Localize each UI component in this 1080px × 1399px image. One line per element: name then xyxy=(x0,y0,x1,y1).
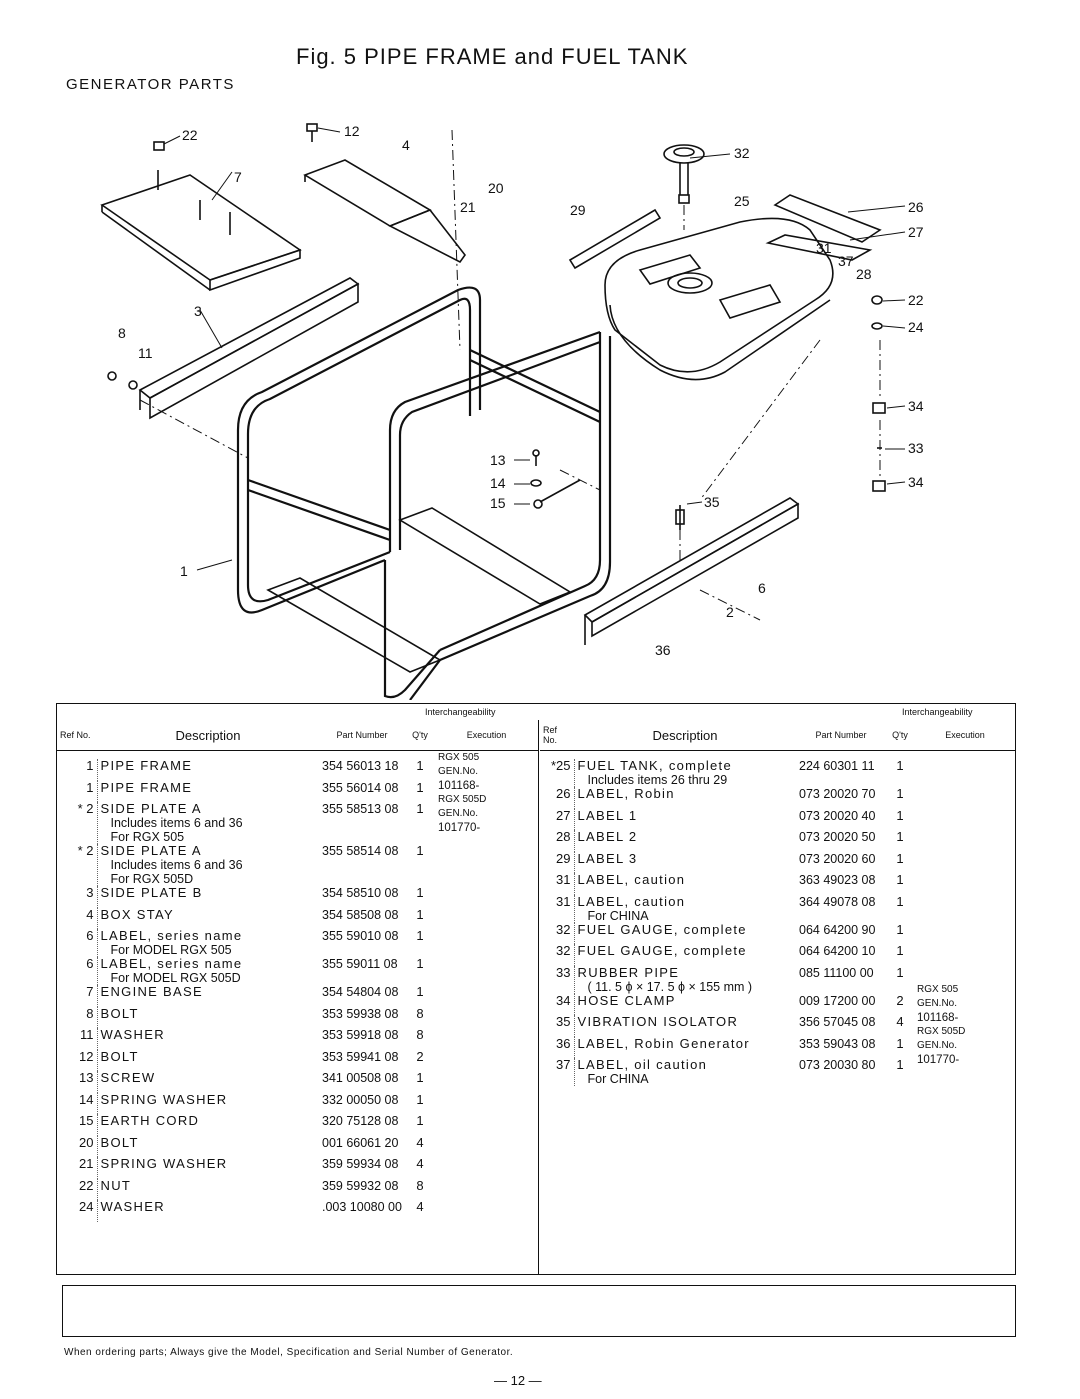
figure-title: Fig. 5 PIPE FRAME and FUEL TANK xyxy=(296,44,689,69)
ref-no: * 2 xyxy=(57,844,97,886)
description-cell xyxy=(97,908,319,930)
part-number: 355 56014 08 xyxy=(322,780,399,795)
callout-1: 1 xyxy=(180,563,188,579)
callout-21: 21 xyxy=(460,199,476,215)
part-name: BOX STAY xyxy=(100,906,174,922)
ref-no: 12 xyxy=(57,1050,97,1072)
ref-no: 3 xyxy=(57,886,97,908)
quantity: 1 xyxy=(416,801,424,816)
quantity: 1 xyxy=(896,1035,904,1051)
execution-right: RGX 505 GEN.No. 101168- RGX 505D GEN.No. 101770- xyxy=(917,984,966,1066)
part-name: EARTH CORD xyxy=(100,1113,200,1128)
part-number: 001 66061 20 xyxy=(322,1135,399,1150)
description-cell xyxy=(97,759,319,781)
description-cell xyxy=(97,844,319,886)
part-number: 356 57045 08 xyxy=(799,1015,876,1029)
description-cell xyxy=(574,830,796,852)
part-number: 073 20020 70 xyxy=(799,787,876,801)
tank-nut-washer-part xyxy=(872,296,882,329)
part-number: 355 59010 08 xyxy=(322,929,399,943)
part-number: 354 56013 18 xyxy=(322,759,399,773)
ref-no: 31 xyxy=(540,895,574,923)
part-name: LABEL, series name xyxy=(100,928,243,943)
ref-no: 31 xyxy=(540,873,574,895)
part-number: 341 00508 08 xyxy=(322,1071,399,1085)
col-execution: Execution xyxy=(914,720,1016,751)
part-number: 355 59011 08 xyxy=(322,957,398,971)
part-model: For RGX 505 xyxy=(110,830,185,844)
part-note: Includes items 26 thru 29 xyxy=(587,773,728,787)
bolt-part xyxy=(307,124,317,142)
part-name: FUEL TANK, complete xyxy=(577,758,733,773)
part-name: LABEL 3 xyxy=(577,850,638,866)
quantity: 1 xyxy=(896,964,904,980)
part-name: LABEL, caution xyxy=(577,893,686,909)
part-number: 085 11100 00 xyxy=(799,965,874,980)
side-plate-b-part xyxy=(140,278,358,418)
page-number: — 12 — xyxy=(494,1373,542,1388)
callout-6: 6 xyxy=(758,580,766,596)
part-number: 064 64200 90 xyxy=(799,922,876,937)
description-cell xyxy=(97,802,319,844)
part-name: FUEL GAUGE, complete xyxy=(577,943,747,958)
part-name: PIPE FRAME xyxy=(100,758,193,773)
part-number: 355 58513 08 xyxy=(322,802,399,816)
description-cell xyxy=(574,809,796,831)
callout-2: 2 xyxy=(726,604,734,620)
ref-no: 34 xyxy=(540,994,574,1016)
callout-8: 8 xyxy=(118,325,126,341)
callout-4: 4 xyxy=(402,137,410,153)
callout-3: 3 xyxy=(194,303,202,319)
description-cell xyxy=(97,985,319,1007)
nut-part xyxy=(154,142,164,150)
callout-15: 15 xyxy=(490,495,506,511)
part-number: 363 49023 08 xyxy=(799,873,876,887)
ordering-note: When ordering parts; Always give the Model, Specification and Serial Number of Generator. xyxy=(64,1347,514,1358)
part-number: 073 20020 40 xyxy=(799,808,876,823)
earth-cord-part xyxy=(531,450,580,508)
quantity: 1 xyxy=(416,956,424,971)
part-number: 353 59941 08 xyxy=(322,1049,399,1064)
part-note: ( 11. 5 ϕ × 17. 5 ϕ × 155 mm ) xyxy=(587,979,753,994)
ref-no: 26 xyxy=(540,787,574,809)
part-number: .003 10080 00 xyxy=(322,1200,402,1214)
description-cell xyxy=(97,1093,319,1115)
ref-no: 32 xyxy=(540,923,574,945)
part-name: SIDE PLATE B xyxy=(100,885,203,900)
quantity: 2 xyxy=(416,1048,424,1064)
description-cell xyxy=(97,1157,319,1179)
ref-no: 15 xyxy=(57,1114,97,1136)
callout-22b: 22 xyxy=(908,292,924,308)
col-description: Description xyxy=(574,720,796,751)
col-ref: Ref No. xyxy=(540,720,574,751)
part-model: For RGX 505D xyxy=(110,872,194,886)
notes-box xyxy=(62,1285,1016,1337)
quantity: 1 xyxy=(896,893,904,909)
description-cell xyxy=(97,886,319,908)
callout-14: 14 xyxy=(490,475,506,491)
part-number: 224 60301 11 xyxy=(799,759,875,773)
part-name: NUT xyxy=(100,1177,132,1193)
part-name: LABEL, caution xyxy=(577,872,686,887)
ref-no: 21 xyxy=(57,1157,97,1179)
quantity: 4 xyxy=(416,1134,424,1150)
callout-11: 11 xyxy=(138,345,153,361)
quantity: 1 xyxy=(896,758,904,773)
col-ref: Ref No. xyxy=(57,720,97,751)
quantity: 8 xyxy=(416,1005,424,1021)
part-number: 332 00050 08 xyxy=(322,1092,399,1107)
callout-36: 36 xyxy=(655,642,671,658)
side-plate-a-part xyxy=(585,498,798,645)
quantity: 1 xyxy=(896,807,904,823)
part-name: SIDE PLATE A xyxy=(100,801,202,816)
part-name: SPRING WASHER xyxy=(100,1156,228,1171)
quantity: 1 xyxy=(416,779,424,795)
callout-13: 13 xyxy=(490,452,506,468)
callout-34b: 34 xyxy=(908,474,924,490)
part-number: 359 59932 08 xyxy=(322,1178,399,1193)
quantity: 1 xyxy=(416,843,424,858)
description-cell xyxy=(574,994,796,1016)
part-name: LABEL, Robin xyxy=(577,786,675,801)
part-note: For CHINA xyxy=(587,1072,649,1086)
ref-no: 33 xyxy=(540,966,574,994)
part-note: Includes items 6 and 36 xyxy=(110,858,243,872)
description-cell xyxy=(97,1028,319,1050)
col-qty: Q'ty xyxy=(886,720,914,751)
vibration-isolator-part xyxy=(676,505,684,530)
description-cell xyxy=(574,944,796,966)
ref-no: 35 xyxy=(540,1015,574,1037)
description-cell xyxy=(97,929,319,957)
quantity: 1 xyxy=(896,943,904,958)
bolt-washer-part xyxy=(108,372,137,389)
description-cell xyxy=(574,852,796,874)
section-title: GENERATOR PARTS xyxy=(66,76,235,93)
callout-27: 27 xyxy=(908,224,924,240)
ref-no: 1 xyxy=(57,759,97,781)
box-stay-part xyxy=(305,160,465,262)
col-part-number: Part Number xyxy=(319,720,405,751)
callout-35: 35 xyxy=(704,494,720,510)
callout-33: 33 xyxy=(908,440,924,456)
callout-32: 32 xyxy=(734,145,750,161)
description-cell xyxy=(97,781,319,803)
quantity: 1 xyxy=(416,1091,424,1107)
callout-28: 28 xyxy=(856,266,872,282)
parts-table-right xyxy=(540,720,1016,1086)
description-cell xyxy=(574,759,796,787)
quantity: 1 xyxy=(416,984,424,999)
description-cell xyxy=(574,1058,796,1086)
ref-no: 6 xyxy=(57,957,97,985)
description-cell xyxy=(97,1200,319,1222)
ref-no: 8 xyxy=(57,1007,97,1029)
description-cell xyxy=(574,1037,796,1059)
column-divider xyxy=(538,720,539,1275)
quantity: 1 xyxy=(896,1057,904,1072)
part-number: 009 17200 00 xyxy=(799,993,876,1008)
part-name: BOLT xyxy=(100,1005,139,1021)
part-name: LABEL, series name xyxy=(100,956,243,971)
quantity: 8 xyxy=(416,1177,424,1193)
quantity: 1 xyxy=(896,921,904,937)
callout-7: 7 xyxy=(234,169,242,185)
callout-31: 31 xyxy=(816,240,832,256)
interchangeability-label-left: Interchangeability xyxy=(425,707,496,717)
ref-no: 24 xyxy=(57,1200,97,1222)
quantity: 2 xyxy=(896,992,904,1008)
part-name: WASHER xyxy=(100,1199,165,1214)
description-cell xyxy=(97,1050,319,1072)
part-name: PIPE FRAME xyxy=(100,779,193,795)
col-qty: Q'ty xyxy=(405,720,435,751)
part-name: LABEL 2 xyxy=(577,829,638,844)
description-cell xyxy=(574,873,796,895)
part-number: 355 58514 08 xyxy=(322,844,399,858)
quantity: 4 xyxy=(416,1199,424,1214)
quantity: 1 xyxy=(896,829,904,844)
part-number: 354 54804 08 xyxy=(322,985,399,999)
ref-no: 29 xyxy=(540,852,574,874)
part-name: VIBRATION ISOLATOR xyxy=(577,1014,739,1029)
part-number: 353 59918 08 xyxy=(322,1028,399,1042)
part-number: 359 59934 08 xyxy=(322,1157,399,1171)
description-cell xyxy=(574,966,796,994)
description-cell xyxy=(97,1071,319,1093)
description-cell xyxy=(97,1007,319,1029)
ref-no: 36 xyxy=(540,1037,574,1059)
part-note: For MODEL RGX 505D xyxy=(110,971,241,985)
part-name: BOLT xyxy=(100,1134,139,1150)
part-note: For CHINA xyxy=(587,908,649,923)
ref-no: 27 xyxy=(540,809,574,831)
table-header-row xyxy=(57,720,538,751)
part-number: 364 49078 08 xyxy=(799,894,876,909)
interchangeability-label-right: Interchangeability xyxy=(902,707,973,717)
part-number: 354 58508 08 xyxy=(322,907,399,922)
part-note: For MODEL RGX 505 xyxy=(110,943,232,957)
part-number: 073 20020 60 xyxy=(799,851,876,866)
callout-22: 22 xyxy=(182,127,198,143)
quantity: 4 xyxy=(416,1156,424,1171)
part-note: Includes items 6 and 36 xyxy=(110,816,243,830)
hose-clamp-part xyxy=(873,403,885,491)
ref-no: 22 xyxy=(57,1179,97,1201)
callout-34: 34 xyxy=(908,398,924,414)
callout-29: 29 xyxy=(570,202,586,218)
quantity: 1 xyxy=(416,1070,424,1085)
exploded-parts-diagram xyxy=(0,100,1080,700)
callout-24: 24 xyxy=(908,319,924,335)
quantity: 1 xyxy=(416,885,424,900)
part-name: LABEL 1 xyxy=(577,807,638,823)
ref-no: * 2 xyxy=(57,802,97,844)
part-number: 354 58510 08 xyxy=(322,886,399,900)
callout-20: 20 xyxy=(488,180,504,196)
part-number: 073 20020 50 xyxy=(799,830,876,844)
quantity: 4 xyxy=(896,1014,904,1029)
quantity: 1 xyxy=(416,758,424,773)
description-cell xyxy=(97,1179,319,1201)
description-cell xyxy=(574,787,796,809)
parts-table-left xyxy=(57,720,538,1222)
part-name: ENGINE BASE xyxy=(100,984,203,999)
part-name: FUEL GAUGE, complete xyxy=(577,921,747,937)
callout-12: 12 xyxy=(344,123,360,139)
ref-no: 20 xyxy=(57,1136,97,1158)
ref-no: 28 xyxy=(540,830,574,852)
part-number: 353 59043 08 xyxy=(799,1036,876,1051)
ref-no: 1 xyxy=(57,781,97,803)
description-cell xyxy=(97,1136,319,1158)
quantity: 8 xyxy=(416,1027,424,1042)
ref-no: 13 xyxy=(57,1071,97,1093)
description-cell xyxy=(97,957,319,985)
ref-no: 37 xyxy=(540,1058,574,1086)
table-header-row xyxy=(540,720,1016,751)
callout-37: 37 xyxy=(838,253,854,269)
engine-base-part xyxy=(102,170,300,290)
ref-no: 6 xyxy=(57,929,97,957)
ref-no: 11 xyxy=(57,1028,97,1050)
quantity: 1 xyxy=(416,1113,424,1128)
quantity: 1 xyxy=(896,786,904,801)
part-number: 064 64200 10 xyxy=(799,944,876,958)
quantity: 1 xyxy=(896,850,904,866)
part-name: BOLT xyxy=(100,1048,139,1064)
ref-no: 4 xyxy=(57,908,97,930)
part-name: RUBBER PIPE xyxy=(577,964,680,980)
part-name: HOSE CLAMP xyxy=(577,992,676,1008)
execution-left: RGX 505 GEN.No. 101168- RGX 505D GEN.No. 101770- xyxy=(438,752,487,834)
ref-no: 7 xyxy=(57,985,97,1007)
quantity: 1 xyxy=(416,906,424,922)
part-name: SIDE PLATE A xyxy=(100,843,202,858)
description-cell xyxy=(574,1015,796,1037)
part-name: SCREW xyxy=(100,1070,156,1085)
ref-no: *25 xyxy=(540,759,574,787)
part-name: SPRING WASHER xyxy=(100,1091,228,1107)
part-name: WASHER xyxy=(100,1027,165,1042)
quantity: 1 xyxy=(896,872,904,887)
col-part-number: Part Number xyxy=(796,720,886,751)
callout-26: 26 xyxy=(908,199,924,215)
fuel-tank-part xyxy=(605,218,833,379)
ref-no: 32 xyxy=(540,944,574,966)
description-cell xyxy=(97,1114,319,1136)
description-cell xyxy=(574,923,796,945)
ref-no: 14 xyxy=(57,1093,97,1115)
part-number: 320 75128 08 xyxy=(322,1114,399,1128)
col-execution: Execution xyxy=(435,720,538,751)
part-number: 353 59938 08 xyxy=(322,1006,399,1021)
quantity: 1 xyxy=(416,928,424,943)
part-number: 073 20030 80 xyxy=(799,1058,876,1072)
col-description: Description xyxy=(97,720,319,751)
part-name: LABEL, oil caution xyxy=(577,1057,708,1072)
callout-25: 25 xyxy=(734,193,750,209)
label-strips-part xyxy=(570,195,880,268)
description-cell xyxy=(574,895,796,923)
fuel-gauge-part xyxy=(664,145,704,203)
part-name: LABEL, Robin Generator xyxy=(577,1035,750,1051)
